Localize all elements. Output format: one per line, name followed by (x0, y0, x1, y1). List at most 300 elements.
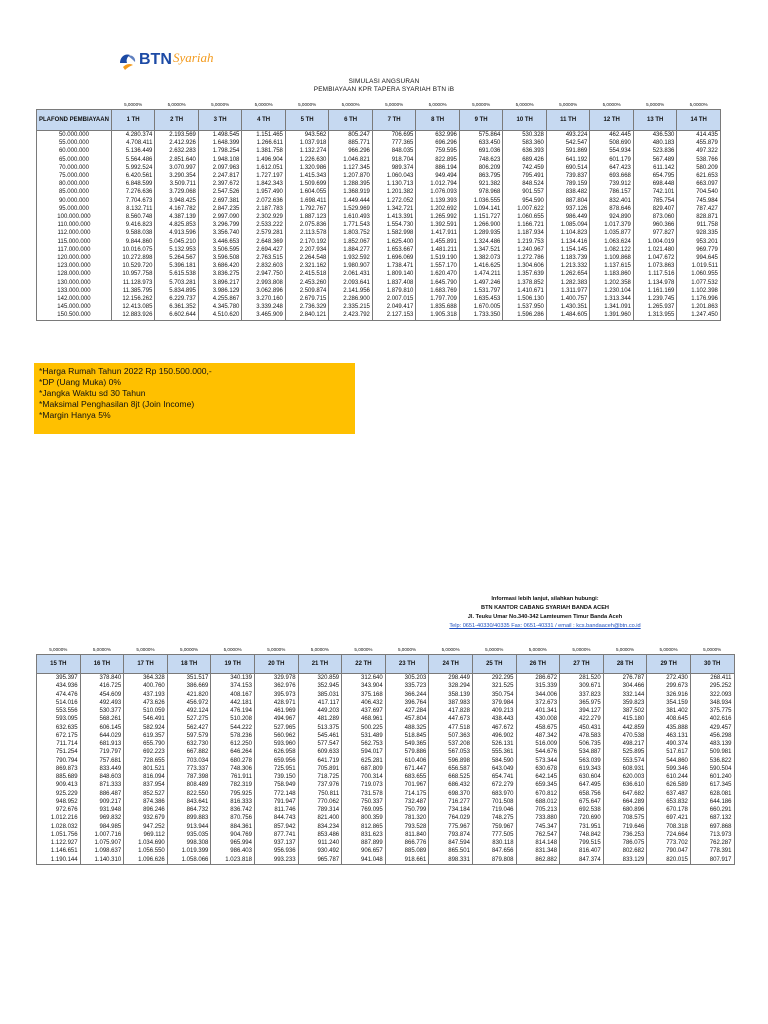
installment-cell: 636.610 (603, 781, 647, 789)
installment-cell: 281.520 (560, 674, 604, 683)
brand-name: BTN (139, 51, 172, 68)
installment-cell: 3.062.896 (242, 287, 286, 295)
installment-cell: 2.763.515 (242, 254, 286, 262)
rate-cell: 5,0000% (267, 647, 286, 652)
installment-cell: 1.085.094 (546, 221, 590, 229)
promo-line: *Jangka Waktu sd 30 Tahun (39, 388, 146, 398)
installment-cell: 956.936 (254, 847, 298, 855)
table-row (37, 806, 735, 814)
installment-cell: 1.537.950 (503, 303, 547, 311)
installment-cell: 2.847.235 (198, 205, 242, 213)
installment-cell: 542.547 (546, 139, 590, 147)
plafond-cell: 115.000.000 (37, 238, 112, 246)
installment-cell: 686.432 (429, 781, 473, 789)
plafond-cell: 117.000.000 (37, 246, 112, 254)
installment-cell: 909.217 (80, 798, 124, 806)
installment-cell: 1.226.630 (285, 156, 329, 164)
plafond-cell: 142.000.000 (37, 295, 112, 303)
installment-cell: 562.753 (342, 740, 386, 748)
header-row (37, 110, 721, 131)
installment-cell: 467.672 (472, 724, 516, 732)
installment-cell: 1.905.318 (416, 311, 460, 320)
installment-cell: 1.727.197 (242, 172, 286, 180)
installment-cell: 1.272.786 (503, 254, 547, 262)
rate-cell: 5,0000% (703, 647, 722, 652)
plafond-cell: 120.000.000 (37, 254, 112, 262)
installment-cell: 1.063.624 (590, 238, 634, 246)
installment-cell: 381.402 (647, 707, 691, 715)
installment-cell: 463.131 (647, 732, 691, 740)
installment-cell: 1.604.055 (285, 188, 329, 196)
installment-cell: 1.034.690 (124, 839, 168, 847)
installment-cell: 526.131 (472, 740, 516, 748)
installment-cell: 654.795 (633, 172, 677, 180)
table-row (37, 724, 735, 732)
installment-cell: 847.656 (472, 847, 516, 855)
installment-cell: 2.579.281 (242, 229, 286, 237)
installment-cell: 786.157 (590, 188, 634, 196)
installment-cell: 436.530 (633, 131, 677, 140)
installment-cell: 309.671 (560, 682, 604, 690)
installment-cell: 7.704.673 (111, 197, 155, 205)
installment-cell: 925.229 (37, 790, 81, 798)
installment-cell: 480.183 (633, 139, 677, 147)
installment-cell: 762.547 (516, 831, 560, 839)
installment-cell: 1.413.391 (372, 213, 416, 221)
installment-cell: 918.704 (372, 156, 416, 164)
column-header: 15 TH (37, 655, 81, 674)
installment-cell: 606.145 (80, 724, 124, 732)
installment-cell: 1.496.904 (242, 156, 286, 164)
installment-cell: 969.112 (124, 831, 168, 839)
installment-cell: 509.981 (690, 748, 734, 756)
branch-contact-link[interactable]: Telp: 0651-40330/40335 Fax: 0651-40331 / email : kcs.bandaaceh@btn.co.id (449, 623, 641, 629)
installment-cell: 396.764 (385, 699, 429, 707)
installment-cell: 777.505 (472, 831, 516, 839)
installment-cell: 911.240 (298, 839, 342, 847)
plafond-cell: 80.000.000 (37, 180, 112, 188)
installment-cell: 675.647 (560, 798, 604, 806)
installment-cell: 770.062 (298, 798, 342, 806)
installment-cell: 1.213.332 (546, 262, 590, 270)
installment-cell: 1.075.907 (80, 839, 124, 847)
installment-cell: 442.181 (211, 699, 255, 707)
installment-cell: 400.760 (124, 682, 168, 690)
installment-cell: 656.587 (429, 765, 473, 773)
installment-cell: 632.996 (416, 131, 460, 140)
column-header: 3 TH (198, 110, 242, 131)
installment-cell: 814.148 (516, 839, 560, 847)
installment-cell: 1.696.069 (372, 254, 416, 262)
column-header: 29 TH (647, 655, 691, 674)
installment-cell: 1.240.967 (503, 246, 547, 254)
rate-cell: 5,0000% (211, 102, 230, 107)
installment-cell: 1.474.211 (459, 270, 503, 278)
installment-cell: 759.967 (472, 823, 516, 831)
installment-cell: 1.266.611 (242, 139, 286, 147)
installment-cell: 667.882 (167, 748, 211, 756)
installment-cell: 335.723 (385, 682, 429, 690)
installment-cell: 429.457 (690, 724, 734, 732)
plafond-cell: 90.000.000 (37, 197, 112, 205)
installment-cell: 750.799 (385, 806, 429, 814)
installment-cell: 1.803.752 (329, 229, 373, 237)
installment-cell: 1.835.688 (416, 303, 460, 311)
installment-cell: 1.134.978 (633, 279, 677, 287)
installment-cell: 525.895 (603, 748, 647, 756)
installment-cell: 690.514 (546, 164, 590, 172)
installment-cell: 714.175 (385, 790, 429, 798)
installment-cell: 844.743 (254, 814, 298, 822)
installment-cell: 632.635 (37, 724, 81, 732)
column-header-plafond: PLAFOND PEMBIAYAAN (37, 110, 112, 131)
plafond-cell: 70.000.000 (37, 164, 112, 172)
installment-cell: 434.936 (37, 682, 81, 690)
installment-cell: 1.201.863 (677, 303, 721, 311)
installment-cell: 816.094 (124, 773, 168, 781)
installment-cell: 737.976 (298, 781, 342, 789)
installment-cell: 683.655 (385, 773, 429, 781)
installment-cell: 847.594 (429, 839, 473, 847)
installment-cell: 790.047 (647, 847, 691, 855)
installment-cell: 4.708.411 (111, 139, 155, 147)
installment-cell: 375.775 (690, 707, 734, 715)
installment-cell: 1.368.919 (329, 188, 373, 196)
column-header: 5 TH (285, 110, 329, 131)
installment-cell: 1.519.190 (416, 254, 460, 262)
installment-cell: 646.264 (211, 748, 255, 756)
installment-cell: 758.949 (254, 781, 298, 789)
installment-cell: 732.487 (385, 798, 429, 806)
installment-cell: 579.886 (385, 748, 429, 756)
installment-cell: 865.501 (429, 847, 473, 855)
installment-cell: 879.808 (472, 856, 516, 865)
installment-cell: 366.244 (385, 691, 429, 699)
installment-cell: 268.411 (690, 674, 734, 683)
installment-cell: 924.890 (590, 213, 634, 221)
installment-cell: 422.279 (560, 715, 604, 723)
installment-cell: 299.673 (647, 682, 691, 690)
plafond-cell: 55.000.000 (37, 139, 112, 147)
installment-cell: 1.183.860 (590, 270, 634, 278)
installment-cell: 1.094.141 (459, 205, 503, 213)
installment-cell: 701.508 (472, 798, 516, 806)
installment-cell: 3.986.129 (198, 287, 242, 295)
table-row (37, 691, 735, 699)
installment-cell: 510.208 (211, 715, 255, 723)
installment-cell: 4.387.139 (155, 213, 199, 221)
installment-cell: 601.179 (590, 156, 634, 164)
installment-cell: 1.683.769 (416, 287, 460, 295)
installment-cell: 2.007.015 (372, 295, 416, 303)
column-header: 13 TH (633, 110, 677, 131)
installment-cell: 2.947.750 (242, 270, 286, 278)
installment-cell: 610.244 (647, 773, 691, 781)
installment-cell: 1.265.937 (633, 303, 677, 311)
installment-cell: 462.445 (590, 131, 634, 140)
installment-cell: 1.134.416 (546, 238, 590, 246)
installment-cell: 831.348 (516, 847, 560, 855)
installment-cell: 1.670.005 (459, 303, 503, 311)
installment-cell: 1.653.667 (372, 246, 416, 254)
installment-cell: 599.346 (647, 765, 691, 773)
installment-cell: 1.247.450 (677, 311, 721, 320)
installment-cell: 2.170.192 (285, 238, 329, 246)
installment-cell: 928.335 (677, 229, 721, 237)
installment-cell: 6.602.644 (155, 311, 199, 320)
installment-cell: 1.347.521 (459, 246, 503, 254)
installment-cell: 320.859 (298, 674, 342, 683)
plafond-cell: 128.000.000 (37, 270, 112, 278)
installment-cell: 708.575 (603, 814, 647, 822)
installment-cell: 5.136.449 (111, 147, 155, 155)
installment-cell: 947.252 (124, 823, 168, 831)
rate-cell: 5,0000% (341, 102, 360, 107)
installment-cell: 1.980.907 (329, 262, 373, 270)
installment-cell: 1.733.350 (459, 311, 503, 320)
installment-cell: 1.531.797 (459, 287, 503, 295)
installment-cell: 848.603 (80, 773, 124, 781)
installment-cell: 1.021.480 (633, 246, 677, 254)
btn-syariah-logo (117, 50, 237, 74)
installment-cell: 1.282.383 (546, 279, 590, 287)
installment-cell: 378.840 (80, 674, 124, 683)
column-header: 6 TH (329, 110, 373, 131)
installment-cell: 1.497.246 (459, 279, 503, 287)
plafond-cell: 110.000.000 (37, 221, 112, 229)
installment-cell: 697.421 (647, 814, 691, 822)
table-row (37, 172, 721, 180)
installment-cell: 468.961 (342, 715, 386, 723)
rate-cell: 5,0000% (659, 647, 678, 652)
rate-cell: 5,0000% (528, 647, 547, 652)
installment-cell: 5.264.567 (155, 254, 199, 262)
installment-cell: 329.978 (254, 674, 298, 683)
installment-cell: 791.947 (254, 798, 298, 806)
installment-cell: 785.754 (633, 197, 677, 205)
installment-cell: 1.060.043 (372, 172, 416, 180)
installment-cell: 554.934 (590, 147, 634, 155)
installment-cell: 573.344 (516, 757, 560, 765)
installment-cell: 1.012.216 (37, 814, 81, 822)
installment-cell: 401.341 (516, 707, 560, 715)
column-header: 21 TH (298, 655, 342, 674)
installment-cell: 609.633 (298, 748, 342, 756)
installment-cell: 437.697 (342, 707, 386, 715)
rate-cell: 5,0000% (615, 647, 635, 652)
installment-cell: 935.035 (167, 831, 211, 839)
rate-cell: 5,0000% (602, 102, 621, 107)
installment-cell: 761.911 (211, 773, 255, 781)
installment-cell: 1.161.169 (633, 287, 677, 295)
installment-cell: 394.127 (560, 707, 604, 715)
installment-cell: 1.051.756 (37, 831, 81, 839)
installment-cell: 517.617 (647, 748, 691, 756)
installment-cell: 750.337 (342, 798, 386, 806)
installment-cell: 4.280.374 (111, 131, 155, 140)
installment-cell: 769.095 (342, 806, 386, 814)
installment-cell: 941.048 (342, 856, 386, 865)
installment-cell: 1.028.032 (37, 823, 81, 831)
installment-cell: 483.139 (690, 740, 734, 748)
plafond-cell: 95.000.000 (37, 205, 112, 213)
installment-cell: 591.869 (546, 147, 590, 155)
installment-cell: 1.239.745 (633, 295, 677, 303)
installment-cell: 3.948.425 (155, 197, 199, 205)
installment-cell: 611.142 (633, 164, 677, 172)
installment-cell: 2.075.836 (285, 221, 329, 229)
plafond-cell: 133.000.000 (37, 287, 112, 295)
installment-cell: 739.837 (546, 172, 590, 180)
installment-cell: 1.187.934 (503, 229, 547, 237)
installment-cell: 822.550 (167, 790, 211, 798)
installment-cell: 704.540 (677, 188, 721, 196)
installment-cell: 821.400 (298, 814, 342, 822)
installment-cell: 1.852.067 (329, 238, 373, 246)
installment-cell: 887.899 (342, 839, 386, 847)
installment-cell: 904.769 (211, 831, 255, 839)
installment-cell: 344.006 (516, 691, 560, 699)
installment-cell: 2.127.153 (372, 311, 416, 320)
table-row (37, 839, 735, 847)
column-header: 18 TH (167, 655, 211, 674)
installment-cell: 687.132 (690, 814, 734, 822)
installment-cell: 1.381.758 (242, 147, 286, 155)
installment-cell: 567.053 (429, 748, 473, 756)
installment-cell: 481.289 (298, 715, 342, 723)
installment-cell: 2.321.162 (285, 262, 329, 270)
installment-cell: 762.287 (690, 839, 734, 847)
installment-cell: 497.322 (677, 147, 721, 155)
installment-cell: 802.682 (603, 847, 647, 855)
installment-cell: 829.407 (633, 205, 677, 213)
rate-cell: 5,0000% (354, 647, 373, 652)
installment-table-1-to-14-years (36, 101, 721, 321)
installment-cell: 719.046 (472, 806, 516, 814)
installment-cell: 807.917 (690, 856, 734, 865)
installment-cell: 773.702 (647, 839, 691, 847)
installment-cell: 386.669 (167, 682, 211, 690)
installment-cell: 932.679 (124, 814, 168, 822)
table-row (37, 715, 735, 723)
installment-cell: 1.313.344 (590, 295, 634, 303)
installment-cell: 343.904 (342, 682, 386, 690)
installment-cell: 977.827 (633, 229, 677, 237)
installment-cell: 1.879.810 (372, 287, 416, 295)
table-row (37, 303, 721, 311)
plafond-cell: 145.000.000 (37, 303, 112, 311)
installment-cell: 593.960 (254, 740, 298, 748)
installment-cell: 365.975 (560, 699, 604, 707)
installment-cell: 507.363 (429, 732, 473, 740)
installment-cell: 626.958 (254, 748, 298, 756)
installment-cell: 1.104.823 (546, 229, 590, 237)
installment-cell: 409.213 (472, 707, 516, 715)
installment-cell: 1.342.721 (372, 205, 416, 213)
installment-cell: 833.129 (603, 856, 647, 865)
table-row (37, 773, 735, 781)
installment-cell: 408.167 (211, 691, 255, 699)
installment-cell: 681.913 (80, 740, 124, 748)
installment-cell: 989.374 (372, 164, 416, 172)
table-row (37, 254, 721, 262)
installment-cell: 2.736.329 (285, 303, 329, 311)
installment-cell: 582.924 (124, 724, 168, 732)
rate-cell: 5,0000% (298, 102, 317, 107)
installment-cell: 3.729.068 (155, 188, 199, 196)
installment-cell: 315.339 (516, 682, 560, 690)
installment-cell: 1.648.399 (198, 139, 242, 147)
installment-cell: 1.265.992 (416, 213, 460, 221)
table-row (37, 221, 721, 229)
installment-cell: 1.410.671 (503, 287, 547, 295)
installment-cell: 1.202.358 (590, 279, 634, 287)
installment-cell: 493.224 (546, 131, 590, 140)
installment-cell: 4.255.867 (198, 295, 242, 303)
contact-intro: Informasi lebih lanjut, silahkan hubungi: (491, 596, 599, 602)
installment-cell: 1.484.605 (546, 311, 590, 320)
installment-cell: 899.883 (167, 814, 211, 822)
table-row (37, 180, 721, 188)
installment-cell: 687.809 (342, 765, 386, 773)
installment-cell: 664.289 (603, 798, 647, 806)
installment-cell: 739.912 (590, 180, 634, 188)
installment-cell: 3.296.799 (198, 221, 242, 229)
rate-cell: 5,0000% (441, 647, 460, 652)
promo-line: *Margin Hanya 5% (39, 410, 111, 420)
table-row (37, 765, 735, 773)
installment-cell: 375.168 (342, 691, 386, 699)
plafond-cell: 150.500.000 (37, 311, 112, 320)
installment-cell: 457.804 (385, 715, 429, 723)
installment-cell: 2.679.715 (285, 295, 329, 303)
column-header: 22 TH (342, 655, 386, 674)
installment-cell: 553.556 (37, 707, 81, 715)
table-row (37, 279, 721, 287)
installment-cell: 896.246 (124, 806, 168, 814)
rate-cell: 5,0000% (136, 647, 155, 652)
installment-cell: 701.967 (385, 781, 429, 789)
installment-cell: 536.822 (690, 757, 734, 765)
installment-cell: 750.811 (298, 790, 342, 798)
installment-cell: 385.031 (298, 691, 342, 699)
installment-cell: 1.698.411 (285, 197, 329, 205)
column-header: 28 TH (603, 655, 647, 674)
installment-cell: 653.832 (647, 798, 691, 806)
rate-cell-blank (37, 101, 112, 110)
installment-cell: 748.275 (472, 814, 516, 822)
installment-cell: 703.034 (167, 757, 211, 765)
installment-cell: 456.298 (690, 732, 734, 740)
installment-cell: 2.049.417 (372, 303, 416, 311)
installment-cell: 10.529.720 (111, 262, 155, 270)
installment-cell: 831.623 (342, 831, 386, 839)
installment-cell: 1.620.470 (416, 270, 460, 278)
installment-cell: 2.412.926 (155, 139, 199, 147)
installment-cell: 806.209 (459, 164, 503, 172)
plafond-cell: 65.000.000 (37, 156, 112, 164)
installment-cell: 632.730 (167, 740, 211, 748)
installment-cell: 6.361.352 (155, 303, 199, 311)
installment-cell: 617.345 (690, 781, 734, 789)
installment-cell: 610.406 (385, 757, 429, 765)
installment-cell: 553.574 (603, 757, 647, 765)
installment-cell: 1.324.486 (459, 238, 503, 246)
doc-title-line-2: PEMBIAYAAN KPR TAPERA SYARIAH BTN iB (313, 86, 455, 93)
installment-cell: 659.956 (254, 757, 298, 765)
installment-cell: 354.159 (647, 699, 691, 707)
column-header: 11 TH (546, 110, 590, 131)
